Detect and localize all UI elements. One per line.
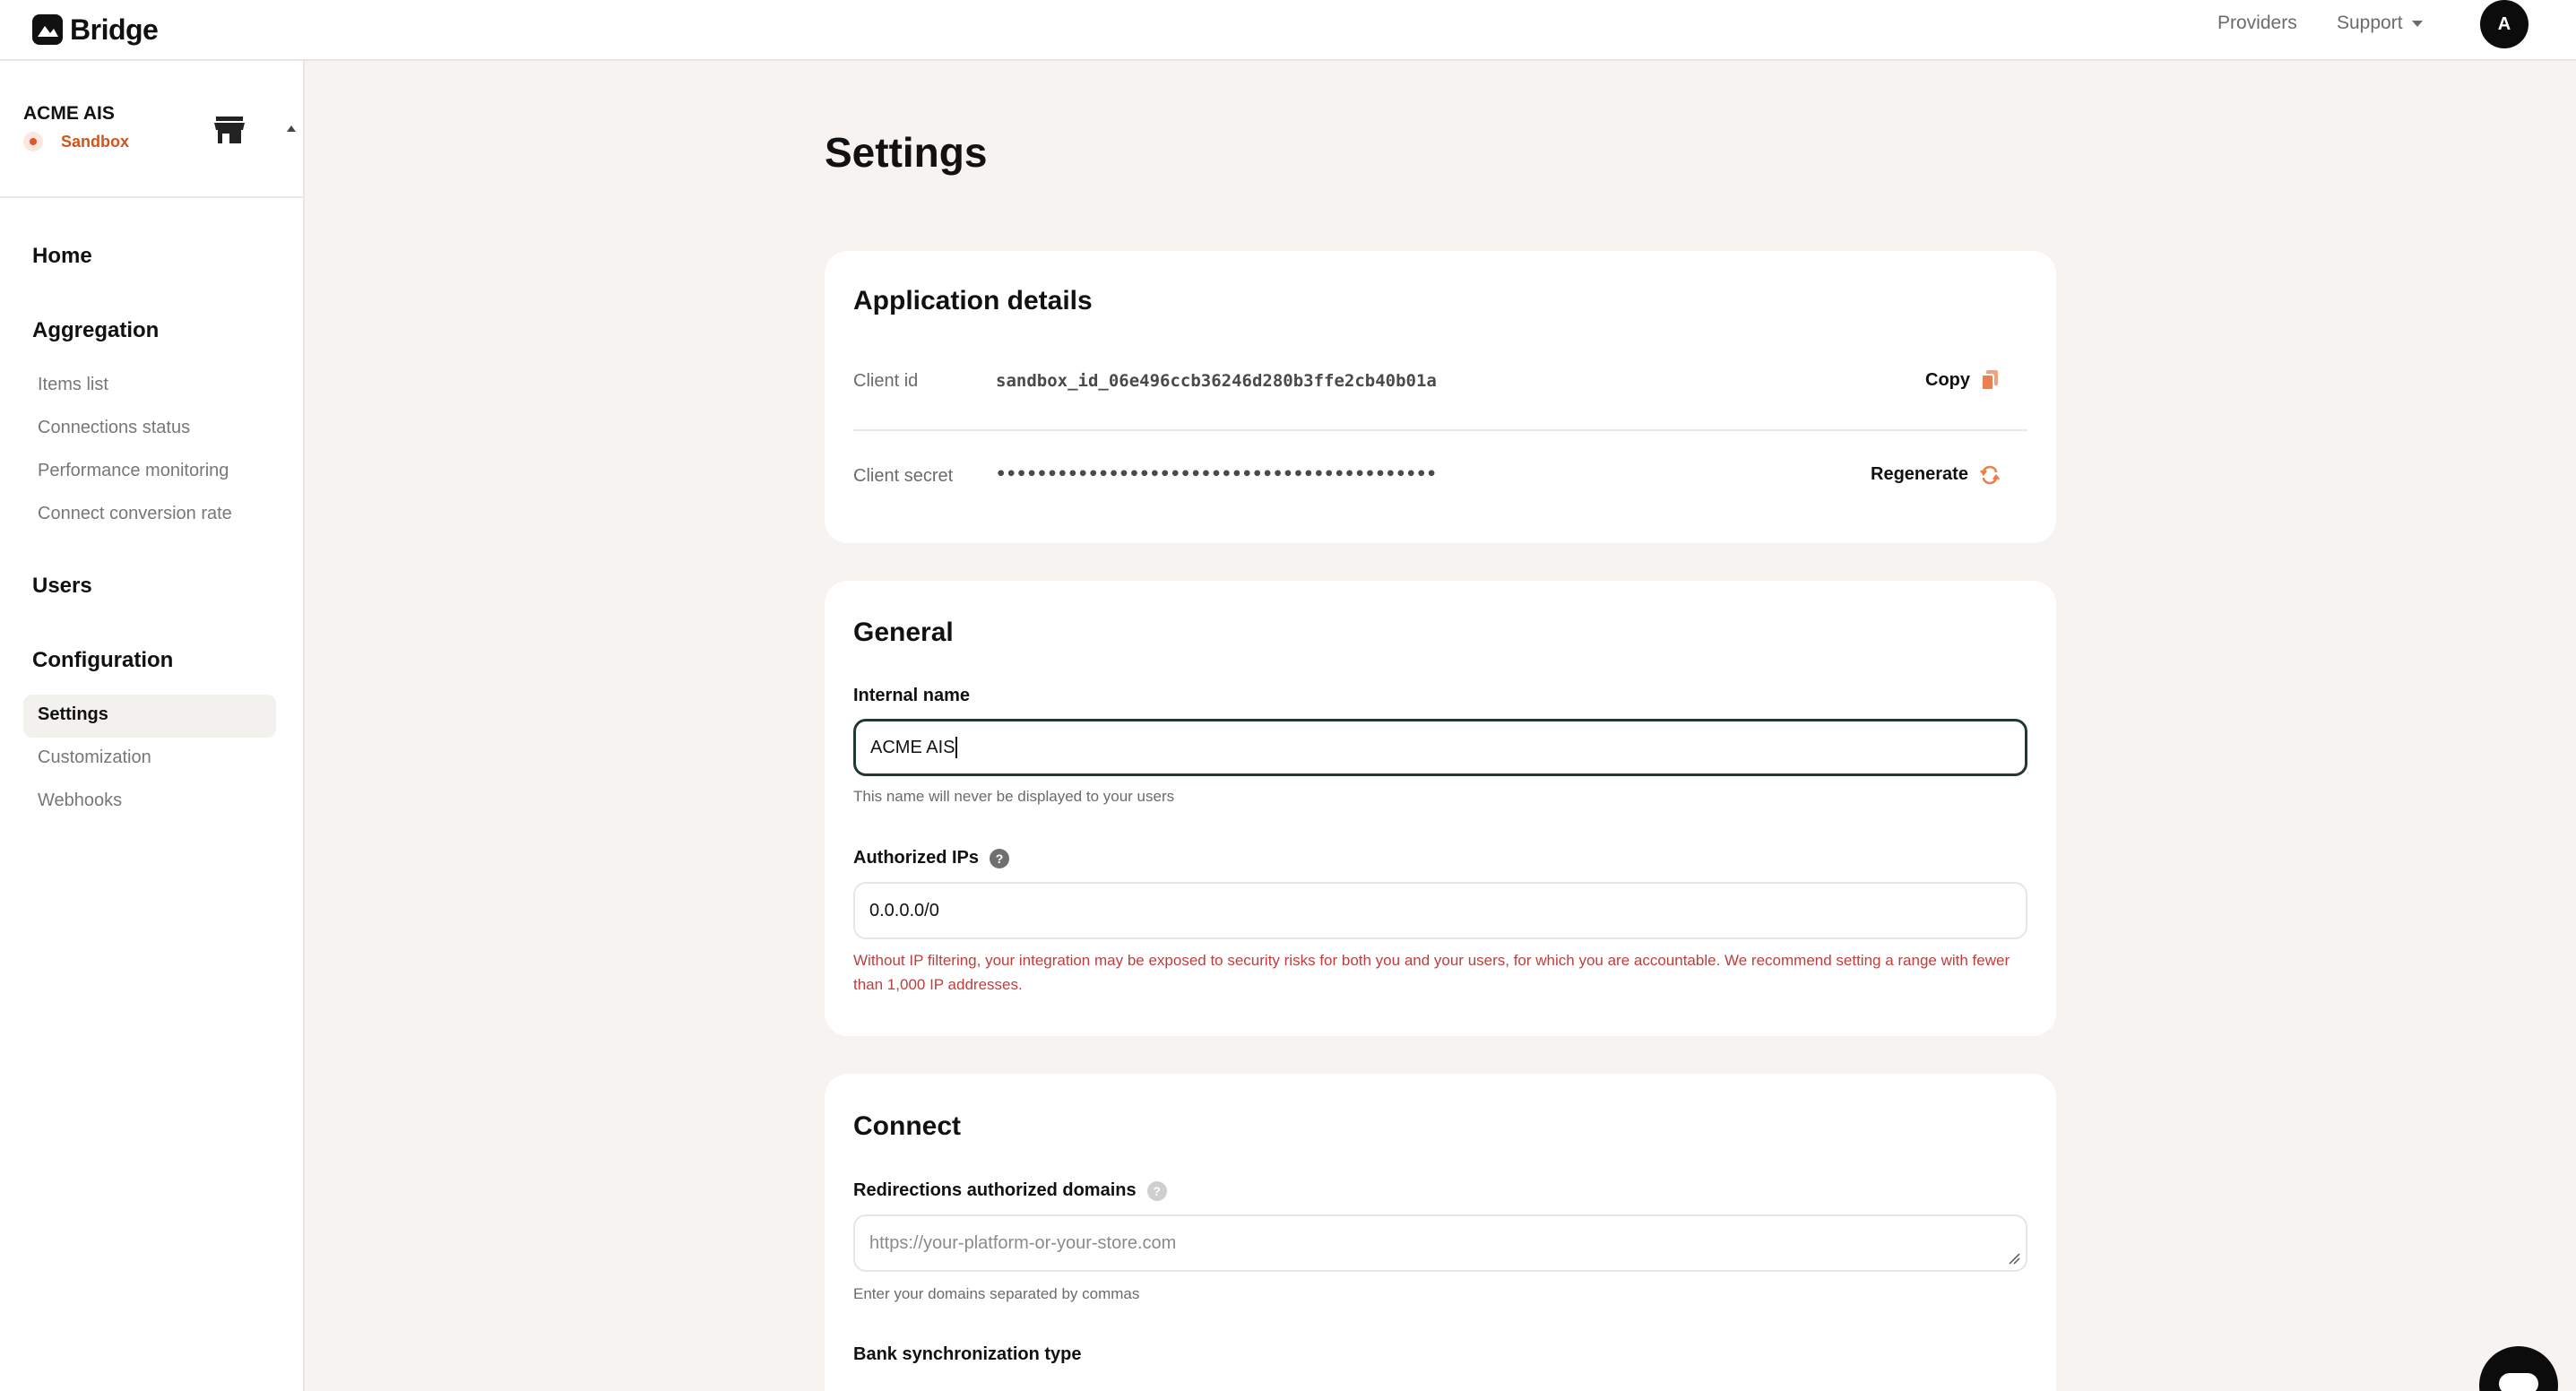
internal-name-input[interactable] <box>853 719 2027 776</box>
text-cursor <box>955 737 957 758</box>
help-icon[interactable]: ? <box>1147 1181 1167 1201</box>
divider <box>853 429 2027 431</box>
copy-button[interactable] <box>1925 369 1999 391</box>
authorized-ips-label-text: Authorized IPs <box>853 848 980 868</box>
help-icon[interactable]: ? <box>990 849 1009 868</box>
sidebar-item-home[interactable]: Home <box>32 244 92 268</box>
ip-filtering-warning: Without IP filtering, your integration may be exposed to security risks for both you and your users, for which you are accountable. We recommend setting a range with fewer than 1,000 IP addresses. <box>853 952 2010 993</box>
sidebar-section-aggregation[interactable]: Aggregation <box>32 318 160 342</box>
sidebar-item-performance-monitoring[interactable]: Performance monitoring <box>38 461 229 480</box>
page-title: Settings <box>825 129 988 176</box>
authorized-ips-label <box>853 848 1009 868</box>
connect-card <box>825 1074 2056 1391</box>
redirections-label <box>853 1180 1167 1201</box>
bridge-logo-icon <box>32 14 63 45</box>
sidebar-item-items-list[interactable]: Items list <box>38 375 108 394</box>
internal-name-label <box>853 686 970 706</box>
sidebar-item-connections-status[interactable]: Connections status <box>38 418 191 437</box>
copy-label: Copy <box>1925 369 1970 390</box>
avatar[interactable]: A <box>2480 0 2528 48</box>
brand-name: Bridge <box>70 13 159 46</box>
sidebar-item-settings[interactable]: Settings <box>38 704 108 724</box>
chat-support-button[interactable] <box>2479 1346 2558 1391</box>
client-secret-value: ••••••••••••••••••••••••••••••••••••••••••• <box>996 464 1437 484</box>
support-menu[interactable] <box>2337 13 2423 34</box>
client-id-label: Client id <box>853 371 919 391</box>
sidebar-item-connect-conversion-rate[interactable]: Connect conversion rate <box>38 504 232 523</box>
internal-name-hint: This name will never be displayed to your users <box>853 788 1175 805</box>
copy-icon <box>1981 369 1999 391</box>
chat-icon <box>2499 1373 2538 1391</box>
general-card <box>825 581 2056 1036</box>
environment-badge <box>23 132 129 151</box>
redirections-domains-textarea[interactable] <box>853 1214 2027 1272</box>
client-secret-label: Client secret <box>853 466 954 486</box>
client-id-value: sandbox_id_06e496ccb36246d280b3ffe2cb40b01a <box>996 371 1437 391</box>
redirections-placeholder: https://your-platform-or-your-store.com <box>869 1232 1177 1253</box>
authorized-ips-input[interactable] <box>853 882 2027 939</box>
internal-name-label-text: Internal name <box>853 686 971 705</box>
providers-link[interactable]: Providers <box>2217 13 2297 33</box>
regenerate-button[interactable] <box>1871 464 2001 485</box>
sidebar-item-webhooks[interactable]: Webhooks <box>38 791 123 810</box>
chevron-up-icon <box>287 125 296 132</box>
sidebar-section-configuration[interactable]: Configuration <box>32 648 174 672</box>
resize-handle-icon[interactable] <box>2008 1252 2020 1265</box>
store-icon <box>213 115 246 145</box>
general-title: General <box>853 618 954 647</box>
bridge-logo[interactable] <box>32 9 158 50</box>
sidebar-item-users[interactable]: Users <box>32 574 92 598</box>
connect-title: Connect <box>853 1111 961 1141</box>
status-dot-icon <box>23 132 43 151</box>
authorized-ips-value: 0.0.0.0/0 <box>869 900 939 920</box>
chevron-down-icon <box>2412 21 2423 27</box>
bank-sync-type-label-text: Bank synchronization type <box>853 1344 1082 1364</box>
internal-name-value: ACME AIS <box>870 737 955 757</box>
redirections-hint: Enter your domains separated by commas <box>853 1285 1140 1302</box>
application-details-card <box>825 251 2056 543</box>
top-bar <box>0 0 2576 61</box>
sidebar-item-customization[interactable]: Customization <box>38 747 151 767</box>
redirections-label-text: Redirections authorized domains <box>853 1180 1137 1200</box>
org-name: ACME AIS <box>23 103 115 124</box>
sidebar <box>0 61 305 1391</box>
refresh-icon <box>1979 465 2001 485</box>
regenerate-label: Regenerate <box>1871 464 1968 484</box>
bank-sync-type-label <box>853 1344 1082 1365</box>
application-details-title: Application details <box>853 286 1093 315</box>
org-switcher[interactable] <box>0 61 303 198</box>
environment-label: Sandbox <box>61 132 130 151</box>
support-label: Support <box>2337 13 2403 33</box>
